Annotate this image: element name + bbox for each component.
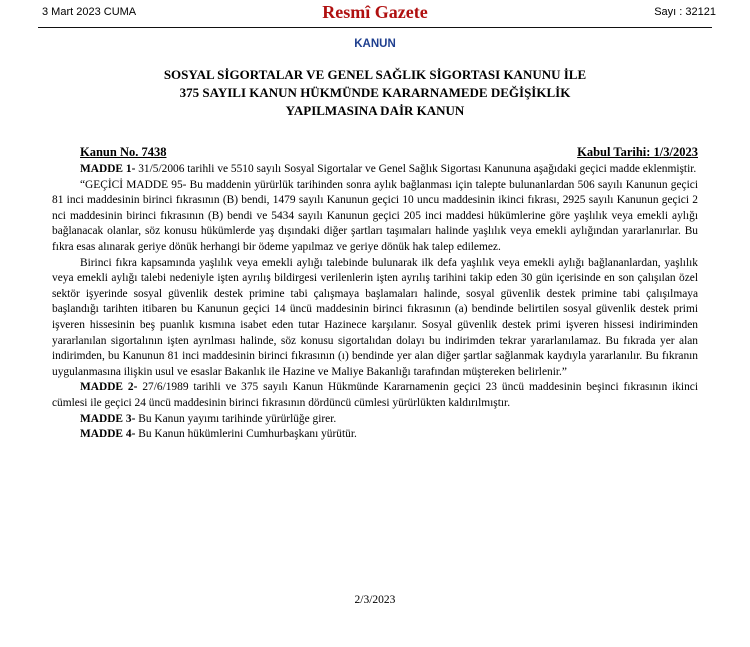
- law-body: [52, 162, 698, 443]
- provisional-article-paragraph-2: Birinci fıkra kapsamında yaşlılık veya emekli aylığı talebinde bulunarak ilk defa yaşlılık veya emekli aylığı bağlananlardan, yaşlılık veya emekli aylığı talebi nedeniyle işten ayrılış bildirgesi verilenlerin işten ayrılış tarihini takip eden 30 gün içerisinde en son çalışılan özel sektör işyerinde sosyal güvenlik destek primine tabi çalışmaya başlamaları halinde, sosyal güvenlik destek primine tabi çalışılmaya başlandığı tarihten itibaren bu Kanunun geçici 14 üncü maddesinin birinci fıkrasının (a) bendinde belirtilen sosyal güvenlik destek primi işveren hissesinin beş puanlık kısmına isabet eden tutar Hazinece karşılanır. Sosyal güvenlik destek primi işveren hissesi indiriminden yararlanılan sigortalının işten ayrılması halinde, söz konusu sigortalıdan dolayı bu indirimden tekrar yararlanılamaz. Bu fıkrada yer alan indirimden, bu Kanunun 81 inci maddesinin birinci fıkrasının (ı) bendinde yer alan diğer şartlar sağlanmak kaydıyla yararlanılır. Bu fıkranın uygulanmasına ilişkin usul ve esaslar Bakanlık ile Hazine ve Maliye Bakanlığı tarafından müştereken belirlenir.”: [52, 256, 698, 378]
- law-title-line-1: SOSYAL SİGORTALAR VE GENEL SAĞLIK SİGORTASI KANUNU İLE: [163, 67, 587, 82]
- header-divider: [38, 27, 712, 28]
- article-2-label: MADDE 2-: [80, 381, 138, 394]
- provisional-article-paragraph-1: “GEÇİCİ MADDE 95- Bu maddenin yürürlük tarihinden sonra aylık bağlanması için talepte bulunanlardan 506 sayılı Kanunun geçici 81 inci maddesinin birinci fıkrasının (B) bendi, 1479 sayılı Kanunun geçici 10 uncu maddesinin ikinci fıkrası, 2925 sayılı Kanunun geçici 2 nci maddesinin birinci fıkrasının (B) bendi ve 5434 sayılı Kanunun geçici 205 inci maddesi hükümlerine göre yaşlılık veya emekli aylığı bağlanacak olanlar, söz konusu hükümlerde yaş dışındaki diğer şartları taşımaları halinde yaşlılık veya emekli aylığından yararlanırlar. Bu fıkra esas alınarak geriye dönük herhangi bir ödeme yapılmaz ve geriye dönük hak talep edilemez.: [52, 178, 698, 253]
- section-label: KANUN: [354, 38, 396, 50]
- article-4: [52, 427, 698, 443]
- gazette-header: [0, 0, 750, 28]
- article-1: [52, 162, 698, 178]
- article-2-text: 27/6/1989 tarihli ve 375 sayılı Kanun Hükmünde Kararnamenin geçici 23 üncü maddesinin beşinci fıkrasının ikinci cümlesi ile geçici 24 üncü maddesinin birinci fıkrasının dördüncü cümlesi yürürlükten kaldırılmıştır.: [52, 381, 698, 409]
- article-1-text: 31/5/2006 tarihli ve 5510 sayılı Sosyal Sigortalar ve Genel Sağlık Sigortası Kanununa aşağıdaki geçici madde eklenmiştir.: [135, 163, 697, 175]
- article-2: [52, 380, 698, 411]
- signature-date: 2/3/2023: [354, 594, 396, 606]
- gazette-title: Resmî Gazete: [322, 2, 428, 22]
- acceptance-date: Kabul Tarihi: 1/3/2023: [577, 145, 698, 159]
- law-title-line-3: YAPILMASINA DAİR KANUN: [285, 103, 465, 118]
- article-3-label: MADDE 3-: [80, 412, 136, 425]
- article-4-label: MADDE 4-: [80, 428, 136, 441]
- article-3-text: Bu Kanun yayımı tarihinde yürürlüğe girer.: [135, 412, 337, 425]
- law-meta: [80, 145, 698, 161]
- law-title-line-2: 375 SAYILI KANUN HÜKMÜNDE KARARNAMEDE DEĞİŞİKLİK: [179, 85, 571, 100]
- issue-number: Sayı : 32121: [654, 6, 716, 18]
- article-4-text: Bu Kanun hükümlerini Cumhurbaşkanı yürütür.: [135, 428, 357, 441]
- article-1-label: MADDE 1-: [80, 163, 136, 175]
- header-date: 3 Mart 2023 CUMA: [42, 6, 137, 18]
- law-title: [60, 66, 690, 120]
- law-number: Kanun No. 7438: [80, 145, 167, 159]
- article-3: [52, 412, 698, 428]
